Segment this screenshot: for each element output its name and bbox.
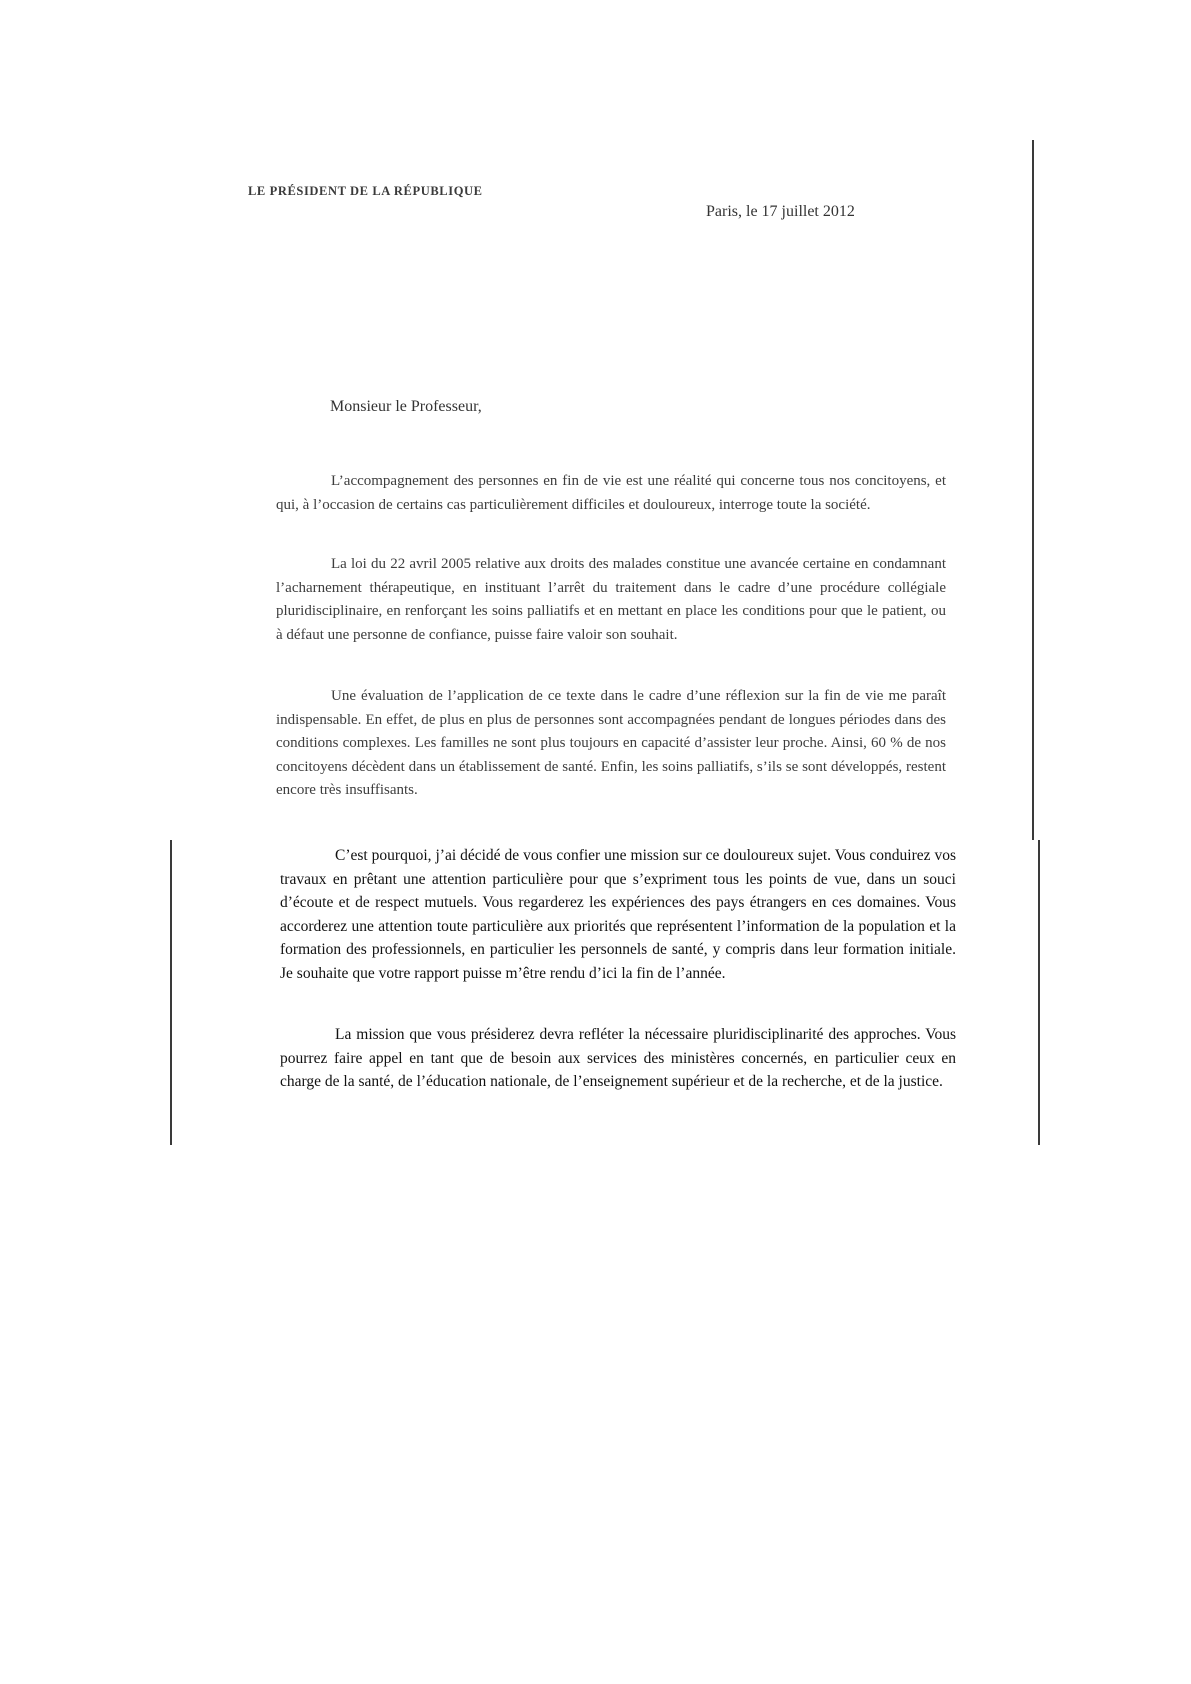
paragraph-3: Une évaluation de l’application de ce texte dans le cadre d’une réflexion sur la fin de vie me paraît indispensable. En effet, de plus en plus de personnes sont accompagnées pendant de longues périodes dans des conditions complexes. Les familles ne sont plus toujours en capacité d’assister leur proche. Ainsi, 60 % de nos concitoyens décèdent dans un établissement de santé. Enfin, les soins palliatifs, s’ils se sont développés, restent encore très insuffisants. (276, 688, 946, 798)
salutation: Monsieur le Professeur, (330, 398, 482, 415)
scan-edge-right-lower (1038, 840, 1040, 1145)
paragraph-4: C’est pourquoi, j’ai décidé de vous confier une mission sur ce douloureux sujet. Vous conduirez vos travaux en prêtant une attention particulière pour que s’expriment tous les points de vue, dans un souci d’écoute et de respect mutuels. Vous regarderez les expériences des pays étrangers en ces domaines. Vous accorderez une attention toute particulière aux priorités que représentent l’information de la population et la formation des professionnels, en particulier les personnels de santé, y compris dans leur formation initiale. Je souhaite que votre rapport puisse m’être rendu d’ici la fin de l’année. (280, 847, 956, 982)
letter-date: Paris, le 17 juillet 2012 (706, 203, 855, 220)
letterhead: LE PRÉSIDENT DE LA RÉPUBLIQUE (248, 184, 483, 198)
paragraph-5: La mission que vous présiderez devra refléter la nécessaire pluridisciplinarité des approches. Vous pourrez faire appel en tant que de besoin aux services des ministères concernés, en particulier ceux en charge de la santé, de l’éducation nationale, de l’enseignement supérieur et de la recherche, et de la justice. (280, 1026, 956, 1090)
scan-edge-right-upper (1032, 140, 1034, 840)
scan-edge-left-lower (170, 840, 172, 1145)
paragraph-2: La loi du 22 avril 2005 relative aux droits des malades constitue une avancée certaine en condamnant l’acharnement thérapeutique, en instituant l’arrêt du traitement dans le cadre d’une procédure collégiale pluridisciplinaire, en renforçant les soins palliatifs et en mettant en place les conditions pour que le patient, ou à défaut une personne de confiance, puisse faire valoir son souhait. (276, 556, 946, 643)
paragraph-1: L’accompagnement des personnes en fin de vie est une réalité qui concerne tous nos concitoyens, et qui, à l’occasion de certains cas particulièrement difficiles et douloureux, interroge toute la société. (276, 473, 946, 513)
